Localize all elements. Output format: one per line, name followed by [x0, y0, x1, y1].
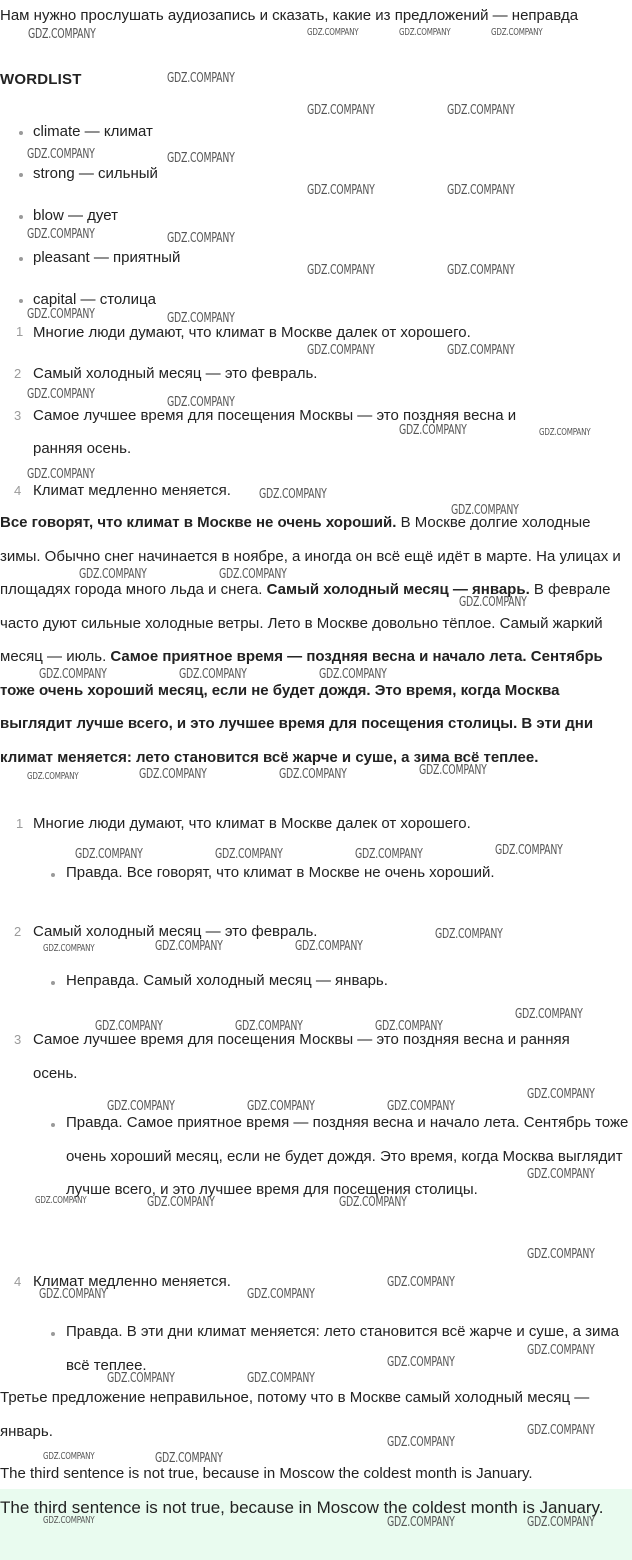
- watermark: GDZ.COMPANY: [27, 467, 95, 482]
- answer-statement: Климат медленно меняется.: [33, 1273, 231, 1290]
- statement-text: Самое лучшее время для посещения Москвы — это поздняя весна и: [33, 407, 517, 424]
- watermark: GDZ.COMPANY: [39, 1287, 107, 1302]
- passage-bold: Все говорят, что климат в Москве не очень хороший.: [0, 514, 397, 531]
- watermark: GDZ.COMPANY: [527, 1343, 595, 1358]
- watermark: GDZ.COMPANY: [27, 227, 95, 242]
- watermark: GDZ.COMPANY: [179, 667, 247, 682]
- wordlist-title: WORDLIST: [0, 71, 82, 88]
- conclusion-en: The third sentence is not true, because in Moscow the coldest month is January.: [0, 1465, 533, 1482]
- watermark: GDZ.COMPANY: [527, 1423, 595, 1438]
- watermark: GDZ.COMPANY: [147, 1195, 215, 1210]
- passage-bold: Самое приятное время — поздняя весна и начало лета. Сентябрь тоже очень хороший месяц, если не будет дождя. Это время, когда Москва выглядит лучше всего, и это лучшее время для посещения столицы. В эти дни климат меняется: лето становится всё жарче и суше, а зима всё теплее.: [0, 648, 603, 766]
- watermark: GDZ.COMPANY: [447, 183, 515, 198]
- watermark: GDZ.COMPANY: [527, 1167, 595, 1182]
- watermark: GDZ.COMPANY: [35, 1195, 87, 1206]
- watermark: GDZ.COMPANY: [28, 27, 96, 42]
- watermark: GDZ.COMPANY: [247, 1099, 315, 1114]
- watermark: GDZ.COMPANY: [167, 151, 235, 166]
- passage-text: В феврале часто дуют сильные холодные ветры. Лето в Москве довольно тёплое. Самый жаркий месяц — июль.: [0, 581, 611, 665]
- statement-number: 3: [14, 408, 22, 423]
- watermark: GDZ.COMPANY: [387, 1275, 455, 1290]
- watermark: GDZ.COMPANY: [247, 1371, 315, 1386]
- answer-text: Правда. Все говорят, что климат в Москве не очень хороший.: [66, 864, 495, 881]
- bullet-icon: [51, 873, 55, 877]
- watermark: GDZ.COMPANY: [515, 1007, 583, 1022]
- answer-statement: Самый холодный месяц — это февраль.: [33, 923, 318, 940]
- answer-statement: Многие люди думают, что климат в Москве далек от хорошего.: [33, 815, 471, 832]
- statement-number: 4: [14, 483, 22, 498]
- watermark: GDZ.COMPANY: [27, 387, 95, 402]
- watermark: GDZ.COMPANY: [387, 1355, 455, 1370]
- watermark: GDZ.COMPANY: [307, 103, 375, 118]
- watermark: GDZ.COMPANY: [219, 567, 287, 582]
- watermark: GDZ.COMPANY: [355, 847, 423, 862]
- watermark: GDZ.COMPANY: [43, 1515, 95, 1526]
- watermark: GDZ.COMPANY: [27, 307, 95, 322]
- watermark: GDZ.COMPANY: [79, 567, 147, 582]
- watermark: GDZ.COMPANY: [447, 103, 515, 118]
- watermark: GDZ.COMPANY: [447, 263, 515, 278]
- watermark: GDZ.COMPANY: [107, 1099, 175, 1114]
- watermark: GDZ.COMPANY: [259, 487, 327, 502]
- watermark: GDZ.COMPANY: [279, 767, 347, 782]
- watermark: GDZ.COMPANY: [387, 1515, 455, 1530]
- answer-text: Правда. Самое приятное время — поздняя весна и начало лета. Сентябрь тоже очень хороший месяц, если не будет дождя. Это время, когда Москва выглядит лучше всего, и это лучшее время для посещения столицы.: [66, 1114, 629, 1198]
- watermark: GDZ.COMPANY: [459, 595, 527, 610]
- watermark: GDZ.COMPANY: [167, 231, 235, 246]
- wordlist-item: climate — климат: [33, 123, 153, 140]
- statement-text: Самый холодный месяц — это февраль.: [33, 365, 318, 382]
- watermark: GDZ.COMPANY: [527, 1087, 595, 1102]
- highlight-answer-text: The third sentence is not true, because in Moscow the coldest month is January.: [0, 1498, 604, 1517]
- answer-text: Правда. В эти дни климат меняется: лето становится всё жарче и суше, а зима всё теплее.: [66, 1323, 620, 1374]
- watermark: GDZ.COMPANY: [139, 767, 207, 782]
- bullet-icon: [19, 173, 23, 177]
- answer-text: Неправда. Самый холодный месяц — январь.: [66, 972, 388, 989]
- watermark: GDZ.COMPANY: [527, 1515, 595, 1530]
- watermark: GDZ.COMPANY: [539, 427, 591, 438]
- watermark: GDZ.COMPANY: [419, 763, 487, 778]
- answer-number: 1: [16, 816, 24, 831]
- statement-number: 2: [14, 366, 22, 381]
- watermark: GDZ.COMPANY: [39, 667, 107, 682]
- passage-text: В Москве долгие холодные зимы. Обычно снег начинается в ноябре, а иногда он всё ещё идёт в марте. На улицах и площадях города много льда и снега.: [0, 514, 621, 598]
- watermark: GDZ.COMPANY: [27, 147, 95, 162]
- watermark: GDZ.COMPANY: [399, 423, 467, 438]
- watermark: GDZ.COMPANY: [107, 1371, 175, 1386]
- watermark: GDZ.COMPANY: [95, 1019, 163, 1034]
- watermark: GDZ.COMPANY: [435, 927, 503, 942]
- watermark: GDZ.COMPANY: [307, 343, 375, 358]
- watermark: GDZ.COMPANY: [295, 939, 363, 954]
- watermark: GDZ.COMPANY: [447, 343, 515, 358]
- watermark: GDZ.COMPANY: [235, 1019, 303, 1034]
- bullet-icon: [19, 299, 23, 303]
- watermark: GDZ.COMPANY: [167, 311, 235, 326]
- watermark: GDZ.COMPANY: [307, 263, 375, 278]
- watermark: GDZ.COMPANY: [43, 943, 95, 954]
- watermark: GDZ.COMPANY: [375, 1019, 443, 1034]
- statement-text: ранняя осень.: [33, 440, 132, 457]
- watermark: GDZ.COMPANY: [247, 1287, 315, 1302]
- watermark: GDZ.COMPANY: [319, 667, 387, 682]
- watermark: GDZ.COMPANY: [75, 847, 143, 862]
- bullet-icon: [19, 215, 23, 219]
- statement-number: 1: [16, 324, 24, 339]
- watermark: GDZ.COMPANY: [387, 1435, 455, 1450]
- answer-number: 2: [14, 924, 22, 939]
- statement-text: Климат медленно меняется.: [33, 482, 231, 499]
- answer-number: 3: [14, 1032, 22, 1047]
- wordlist-item: strong — сильный: [33, 165, 158, 182]
- bullet-icon: [19, 131, 23, 135]
- watermark: GDZ.COMPANY: [27, 771, 79, 782]
- passage-bold: Самый холодный месяц — январь.: [266, 581, 530, 598]
- conclusion-ru: Третье предложение неправильное, потому что в Москве самый холодный месяц — январь.: [0, 1389, 590, 1440]
- answer-statement: Самое лучшее время для посещения Москвы — это поздняя весна и ранняя осень.: [33, 1031, 570, 1082]
- watermark: GDZ.COMPANY: [387, 1099, 455, 1114]
- statement-text: Многие люди думают, что климат в Москве далек от хорошего.: [33, 324, 471, 341]
- bullet-icon: [51, 1123, 55, 1127]
- wordlist-item: blow — дует: [33, 207, 118, 224]
- watermark: GDZ.COMPANY: [167, 395, 235, 410]
- watermark: GDZ.COMPANY: [215, 847, 283, 862]
- watermark: GDZ.COMPANY: [527, 1247, 595, 1262]
- watermark: GDZ.COMPANY: [43, 1451, 95, 1462]
- wordlist-item: pleasant — приятный: [33, 249, 181, 266]
- bullet-icon: [51, 981, 55, 985]
- watermark: GDZ.COMPANY: [495, 843, 563, 858]
- watermark: GDZ.COMPANY: [167, 71, 235, 86]
- watermark: GDZ.COMPANY: [155, 939, 223, 954]
- intro-text: Нам нужно прослушать аудиозапись и сказать, какие из предложений — неправда: [0, 7, 579, 24]
- watermark: GDZ.COMPANY: [155, 1451, 223, 1466]
- watermark: GDZ.COMPANY: [399, 27, 451, 38]
- bullet-icon: [51, 1332, 55, 1336]
- passage: [0, 506, 628, 774]
- watermark: GDZ.COMPANY: [339, 1195, 407, 1210]
- wordlist-item: capital — столица: [33, 291, 156, 308]
- watermark: GDZ.COMPANY: [491, 27, 543, 38]
- watermark: GDZ.COMPANY: [307, 183, 375, 198]
- bullet-icon: [19, 257, 23, 261]
- watermark: GDZ.COMPANY: [451, 503, 519, 518]
- watermark: GDZ.COMPANY: [307, 27, 359, 38]
- answer-number: 4: [14, 1274, 22, 1289]
